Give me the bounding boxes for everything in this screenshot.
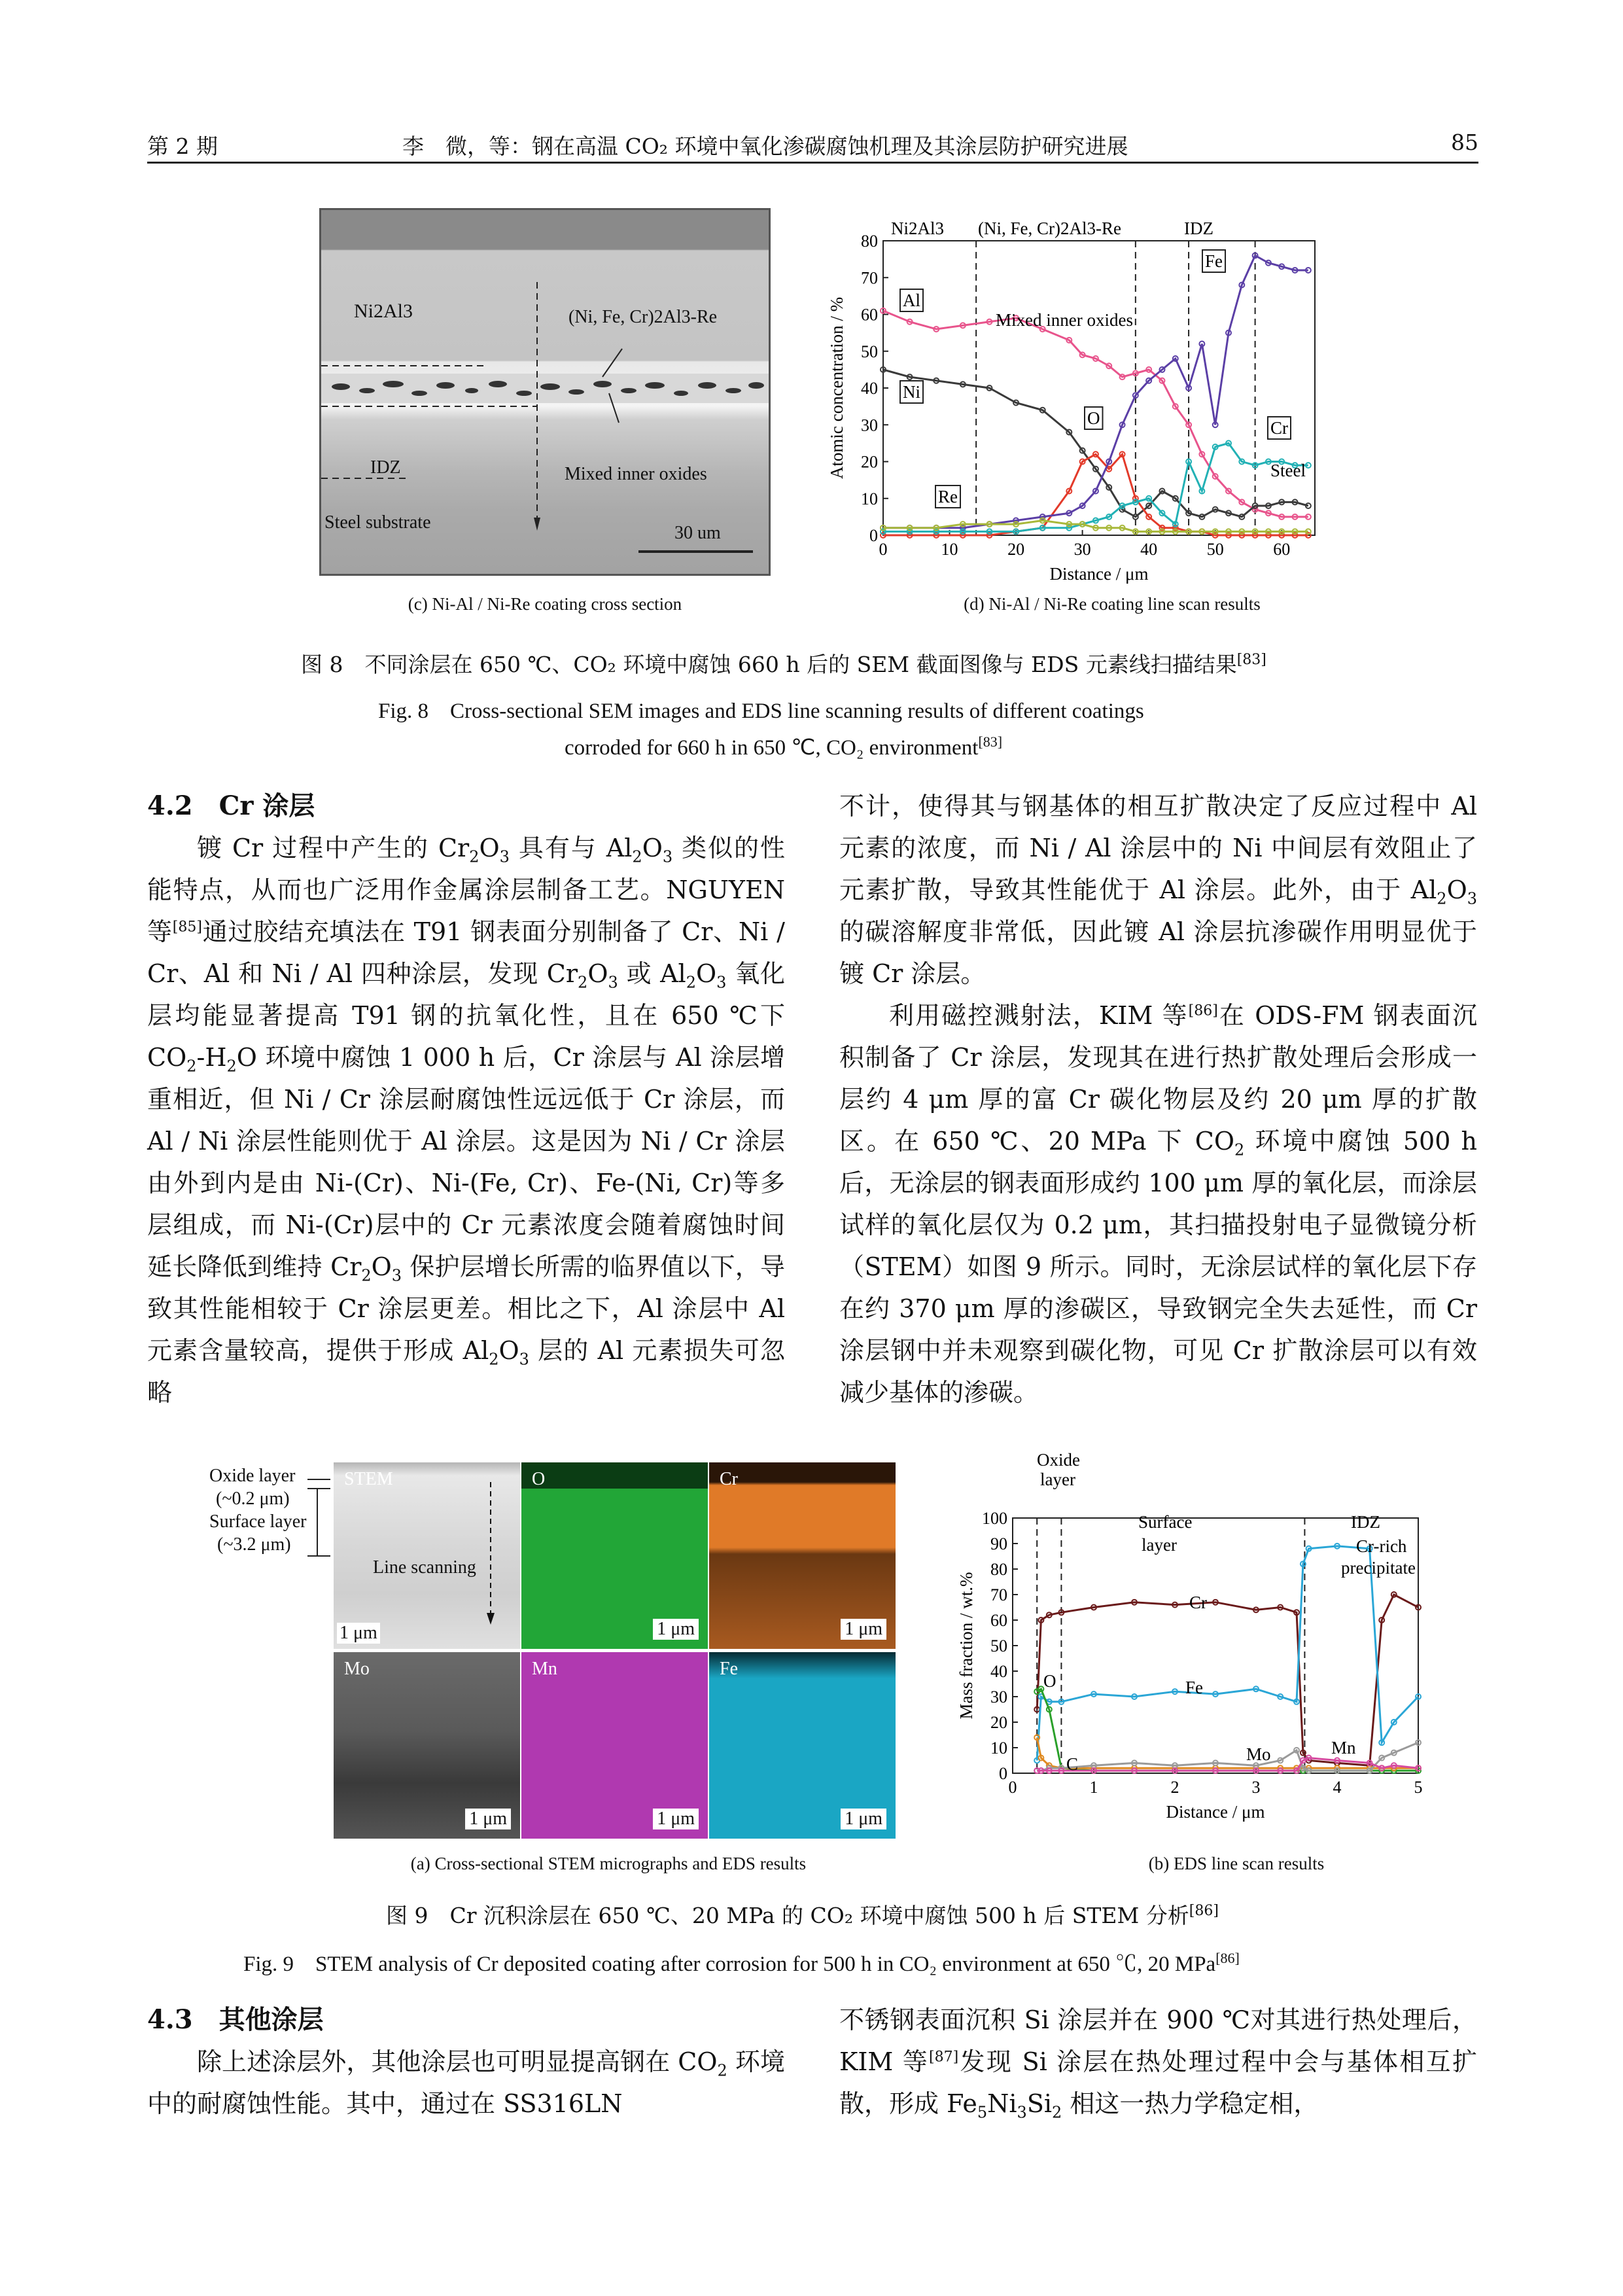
y-tick-label: 40 xyxy=(861,379,878,398)
text-run: 2 xyxy=(1234,1140,1245,1159)
mn-map-tile xyxy=(521,1652,708,1839)
series-line-fe xyxy=(1037,1546,1418,1761)
running-title: 李 微，等：钢在高温 CO₂ 环境中氧化渗碳腐蚀机理及其涂层防护研究进展 xyxy=(402,133,1128,159)
text-run: 2 xyxy=(186,1057,197,1076)
stem-tile xyxy=(334,1462,520,1649)
text-run: 通过胶结充填法在 T91 钢表面分别制备了 Cr、Ni / Cr、Al 和 Ni / Al 四种涂层，发现 Cr xyxy=(147,917,785,988)
text-run: 层的 Al 元素损失可忽略 xyxy=(147,1336,785,1407)
text-run: 保护层增长所需的临界值以下，导致其性能相较于 Cr 涂层更差。相比之下，Al 涂层中 Al 元素含量较高，提供于形成 Al xyxy=(147,1252,785,1365)
fe-map-tile xyxy=(709,1652,896,1839)
section42-left-paragraph xyxy=(147,827,785,1413)
series-line-o xyxy=(1037,1689,1418,1771)
label-mixed-oxides: Mixed inner oxides xyxy=(565,464,707,484)
section43-right-paragraph xyxy=(839,1999,1477,2125)
x-tick-label: 1 xyxy=(1089,1778,1098,1797)
label-oxide-layer-2: layer xyxy=(1040,1470,1075,1489)
label-cr: Cr xyxy=(1189,1593,1207,1612)
cr-map-scale: 1 μm xyxy=(841,1619,886,1640)
y-tick-label: 40 xyxy=(990,1662,1007,1681)
fig9b-caption: (b) EDS line scan results xyxy=(1148,1854,1325,1873)
text-run: 2 xyxy=(469,847,480,866)
text-run: 类似的性能特点，从而也广泛用作金属涂层制备工艺。NGUYEN 等 xyxy=(147,834,785,946)
text-run: 3 xyxy=(608,973,618,992)
x-tick-label: 5 xyxy=(1414,1778,1423,1797)
y-tick-label: 100 xyxy=(982,1509,1007,1528)
text-run: 2 xyxy=(686,973,696,992)
stem-label: STEM xyxy=(344,1469,393,1489)
fig9a-caption: (a) Cross-sectional STEM micrographs and EDS results xyxy=(410,1854,807,1873)
journal-issue: 第 2 期 xyxy=(147,133,218,159)
element-label-o: O xyxy=(1087,408,1100,428)
fig8d-chart xyxy=(818,208,1341,594)
fe-map-scale: 1 μm xyxy=(841,1809,886,1829)
text-run: Si xyxy=(1026,2089,1053,2118)
text-run: 的碳溶解度非常低，因此镀 Al 涂层抗渗碳作用明显优于镀 Cr 涂层。 xyxy=(839,917,1477,988)
text-run: 利用磁控溅射法，KIM 等 xyxy=(889,1001,1189,1030)
mo-map-label: Mo xyxy=(344,1659,370,1679)
section42-right-paragraph-2 xyxy=(839,995,1477,1413)
text-run: [87] xyxy=(929,2049,959,2066)
y-tick-label: 80 xyxy=(990,1560,1007,1579)
text-run: 镀 Cr 过程中产生的 Cr xyxy=(197,834,470,862)
mixed-oxide-band xyxy=(321,374,769,403)
text-run: 2 xyxy=(1052,2103,1062,2122)
y-tick-label: 30 xyxy=(861,415,878,435)
label-mixed-inner-oxides: Mixed inner oxides xyxy=(996,310,1133,330)
page-number: 85 xyxy=(1451,130,1478,155)
fig9a-panel xyxy=(190,1462,909,1842)
y-tick-label: 10 xyxy=(990,1739,1007,1757)
y-tick-label: 50 xyxy=(990,1636,1007,1655)
scale-label: 30 um xyxy=(674,523,721,543)
label-mn: Mn xyxy=(1331,1738,1356,1757)
x-tick-label: 60 xyxy=(1273,540,1291,559)
element-label-re: Re xyxy=(938,487,958,506)
x-tick-label: 10 xyxy=(941,540,958,559)
fe-map-label: Fe xyxy=(720,1659,738,1679)
mn-map-scale: 1 μm xyxy=(653,1809,699,1829)
y-tick-label: 80 xyxy=(861,232,878,251)
y-tick-label: 70 xyxy=(990,1585,1007,1604)
x-tick-label: 20 xyxy=(1007,540,1025,559)
text-run: O xyxy=(587,959,608,988)
fig9-caption-en xyxy=(243,1947,1240,1977)
text-run: 5 xyxy=(977,2103,988,2122)
text-run: 不锈钢表面沉积 Si 涂层并在 900 ℃对其进行热处理后，KIM 等 xyxy=(839,2005,1477,2076)
fig8d-caption: (d) Ni-Al / Ni-Re coating line scan results xyxy=(964,594,1261,614)
text-run: 3 xyxy=(662,847,673,866)
x-tick-label: 4 xyxy=(1333,1778,1342,1797)
fig9b-chart xyxy=(942,1446,1459,1845)
fig9-caption-cn-ref: [86] xyxy=(1189,1903,1219,1919)
text-run: O 环境中腐蚀 1 000 h 后，Cr 涂层与 Al 涂层增重相近，但 Ni / Cr 涂层耐腐蚀性远远低于 Cr 涂层，而 Al / Ni 涂层性能则优于 Al 涂层。这是因为 Ni / Cr 涂层由外到内是由 Ni-(Cr)、Ni-(Fe, Cr)、Fe-(Ni, Cr)等多层组成，而 Ni-(Cr)层中的 Cr 元素浓度会随着腐蚀时间延长降低到维持 Cr xyxy=(147,1043,785,1281)
y-tick-label: 90 xyxy=(990,1534,1007,1553)
mo-map-tile xyxy=(334,1652,520,1839)
text-run: 3 xyxy=(1017,2103,1027,2122)
text-run: 2 xyxy=(489,1350,499,1369)
label-nifecr: (Ni, Fe, Cr)2Al3-Re xyxy=(568,307,718,327)
text-run: -H xyxy=(196,1043,227,1072)
text-run: 发现 Si 涂层在热处理过程中会与基体相互扩散，形成 Fe xyxy=(839,2047,1477,2118)
label-surface-layer: Surface layer xyxy=(209,1511,307,1532)
o-map-scale: 1 μm xyxy=(653,1619,699,1640)
text-run: 除上述涂层外，其他涂层也可明显提高钢在 CO xyxy=(197,2047,718,2076)
fig8-caption-en-2 xyxy=(565,734,1002,760)
x-axis-label: Distance / μm xyxy=(1049,564,1149,584)
fig8c-caption: (c) Ni-Al / Ni-Re coating cross section xyxy=(408,594,682,614)
mo-map-scale: 1 μm xyxy=(465,1809,511,1829)
text-run: 相这一热力学稳定相， xyxy=(1062,2089,1319,2118)
scale-bar xyxy=(638,550,753,553)
y-tick-label: 0 xyxy=(999,1764,1007,1783)
x-tick-label: 0 xyxy=(879,540,888,559)
text-run: O xyxy=(371,1252,392,1281)
zone-label-ni2al3: Ni2Al3 xyxy=(891,219,944,238)
label-ni2al3: Ni2Al3 xyxy=(354,300,413,322)
label-steel-substrate: Steel substrate xyxy=(324,512,431,533)
zone-label-nifecr: (Ni, Fe, Cr)2Al3-Re xyxy=(978,219,1121,238)
text-run: 环境中的耐腐蚀性能。其中，通过在 SS316LN xyxy=(147,2047,785,2118)
fig9-caption-en-text: Fig. 9 STEM analysis of Cr deposited coating after corrosion for 500 h in CO₂ environment at 650 ℃, 20 MPa xyxy=(243,1952,1216,1976)
right-column-42 xyxy=(839,785,1477,1413)
text-run: 3 xyxy=(716,973,727,992)
text-run: 2 xyxy=(361,1266,372,1285)
label-oxide: Oxide xyxy=(1037,1450,1080,1470)
y-tick-label: 60 xyxy=(990,1611,1007,1630)
y-tick-label: 70 xyxy=(861,268,878,288)
fig8c-sem-image xyxy=(319,208,771,576)
series-line-mo xyxy=(1037,1742,1418,1771)
x-tick-label: 50 xyxy=(1206,540,1224,559)
text-run: 2 xyxy=(632,847,642,866)
fig8-caption-en-ref: [83] xyxy=(978,733,1003,750)
text-run: 或 Al xyxy=(618,959,686,988)
label-surface-layer-2: layer xyxy=(1142,1535,1177,1555)
text-run: 3 xyxy=(499,847,510,866)
element-label-al: Al xyxy=(903,291,920,310)
section-heading-4-2: 4.2 Cr 涂层 xyxy=(147,790,315,821)
cr-map-tile xyxy=(709,1462,896,1649)
o-map-label: O xyxy=(532,1469,546,1489)
label-fe: Fe xyxy=(1185,1678,1203,1697)
label-c: C xyxy=(1066,1754,1079,1774)
scan-direction-arrow xyxy=(534,518,540,531)
text-run: O xyxy=(479,834,500,862)
fig9-caption-en-ref: [86] xyxy=(1215,1950,1240,1966)
label-surface-thickness: (~3.2 μm) xyxy=(217,1534,291,1555)
text-run: O xyxy=(642,834,663,862)
fig8-caption-cn-text: 图 8 不同涂层在 650 ℃、CO₂ 环境中腐蚀 660 h 后的 SEM 截面图像与 EDS 元素线扫描结果 xyxy=(301,652,1237,677)
text-run: O xyxy=(498,1336,519,1365)
y-axis-label: Mass fraction / wt.% xyxy=(956,1572,976,1720)
label-mo: Mo xyxy=(1246,1744,1271,1764)
running-header xyxy=(147,124,1478,164)
y-tick-label: 0 xyxy=(869,526,878,545)
stem-scan-line xyxy=(334,1462,520,1649)
text-run: 在 ODS-FM 钢表面沉积制备了 Cr 涂层，发现其在进行热扩散处理后会形成一层约 4 μm 厚的富 Cr 碳化物层及约 20 μm 厚的扩散区。在 650 ℃、20 MPa 下 CO xyxy=(839,1001,1477,1156)
text-run: 2 xyxy=(1437,889,1447,908)
fig9-caption-cn xyxy=(386,1899,1219,1930)
mn-map-label: Mn xyxy=(532,1659,557,1679)
x-axis-label: Distance / μm xyxy=(1166,1802,1265,1822)
o-map-tile xyxy=(521,1462,708,1649)
y-tick-label: 50 xyxy=(861,342,878,361)
x-tick-label: 3 xyxy=(1251,1778,1261,1797)
text-run: O xyxy=(1446,875,1467,904)
text-run: [86] xyxy=(1188,1002,1218,1019)
text-run: 环境中腐蚀 500 h 后，无涂层的钢表面形成约 100 μm 厚的氧化层，而涂层试样的氧化层仅为 0.2 μm，其扫描投射电子显微镜分析（STEM）如图 9 所示。同时，无涂层试样的氧化层下存在约 370 μm 厚的渗碳区，导致钢完全失去延性，而 Cr 涂层钢中并未观察到碳化物，可见 Cr 扩散涂层可以有效减少基体的渗碳。 xyxy=(839,1127,1477,1407)
element-label-cr: Cr xyxy=(1270,418,1288,438)
y-tick-label: 30 xyxy=(990,1687,1007,1706)
text-run: [85] xyxy=(172,919,202,936)
label-oxide-thickness: (~0.2 μm) xyxy=(216,1489,290,1509)
text-run: 2 xyxy=(717,2061,727,2080)
label-o: O xyxy=(1043,1671,1056,1691)
right-column-43 xyxy=(839,1999,1477,2125)
element-label-steel: Steel xyxy=(1270,461,1306,480)
text-run: 具有与 Al xyxy=(509,834,633,862)
label-oxide-layer: Oxide layer xyxy=(209,1466,296,1486)
fig8-caption-cn xyxy=(301,648,1266,679)
layer-bracket xyxy=(301,1474,334,1559)
label-cr-rich: Cr-rich xyxy=(1356,1536,1407,1556)
fig8-caption-en-1: Fig. 8 Cross-sectional SEM images and EDS line scanning results of different coatings xyxy=(378,699,1144,723)
fig9-caption-cn-text: 图 9 Cr 沉积涂层在 650 ℃、20 MPa 的 CO₂ 环境中腐蚀 500 h 后 STEM 分析 xyxy=(386,1903,1189,1928)
y-tick-label: 20 xyxy=(861,452,878,472)
y-axis-label: Atomic concentration / % xyxy=(827,296,846,480)
leader-line xyxy=(602,349,622,377)
line-scanning-label: Line scanning xyxy=(373,1557,476,1578)
fig8-caption-cn-ref: [83] xyxy=(1236,652,1266,668)
left-column-42 xyxy=(147,785,785,1413)
section-heading-4-3: 4.3 其他涂层 xyxy=(147,2004,324,2035)
label-surface: Surface xyxy=(1138,1512,1193,1532)
text-run: 3 xyxy=(1467,889,1477,908)
x-tick-label: 40 xyxy=(1140,540,1158,559)
element-label-fe: Fe xyxy=(1205,251,1223,271)
x-tick-label: 2 xyxy=(1170,1778,1179,1797)
section42-right-paragraph-1 xyxy=(839,785,1477,995)
y-tick-label: 20 xyxy=(990,1713,1007,1732)
label-idz: IDZ xyxy=(370,457,401,478)
left-column-43 xyxy=(147,1999,785,2125)
text-run: 不计，使得其与钢基体的相互扩散决定了反应过程中 Al 元素的浓度，而 Ni / Al 涂层中的 Ni 中间层有效阻止了元素扩散，导致其性能优于 Al 涂层。此外，由于 Al xyxy=(839,792,1477,904)
x-tick-label: 30 xyxy=(1073,540,1091,559)
text-run: 2 xyxy=(578,973,588,992)
text-run: Ni xyxy=(987,2089,1017,2118)
series-line-cr xyxy=(1037,1595,1418,1765)
section43-left-paragraph xyxy=(147,2041,785,2125)
element-label-ni: Ni xyxy=(903,382,920,402)
plot-frame xyxy=(1013,1518,1418,1773)
x-tick-label: 0 xyxy=(1008,1778,1017,1797)
fig8-caption-en-2-text: corroded for 660 h in 650 ℃, CO₂ environment xyxy=(565,736,979,760)
text-run: 3 xyxy=(519,1350,529,1369)
label-idz: IDZ xyxy=(1351,1512,1380,1532)
cr-map-label: Cr xyxy=(720,1469,738,1489)
zone-label-idz: IDZ xyxy=(1184,219,1213,238)
text-run: 2 xyxy=(226,1057,237,1076)
y-tick-label: 10 xyxy=(861,489,878,508)
text-run: 氧化层均能显著提高 T91 钢的抗氧化性，且在 650 ℃下 CO xyxy=(147,959,785,1072)
stem-scale: 1 μm xyxy=(337,1623,380,1644)
text-run: 3 xyxy=(391,1266,402,1285)
label-precipitate: precipitate xyxy=(1341,1558,1416,1578)
y-tick-label: 60 xyxy=(861,305,878,325)
text-run: O xyxy=(696,959,717,988)
